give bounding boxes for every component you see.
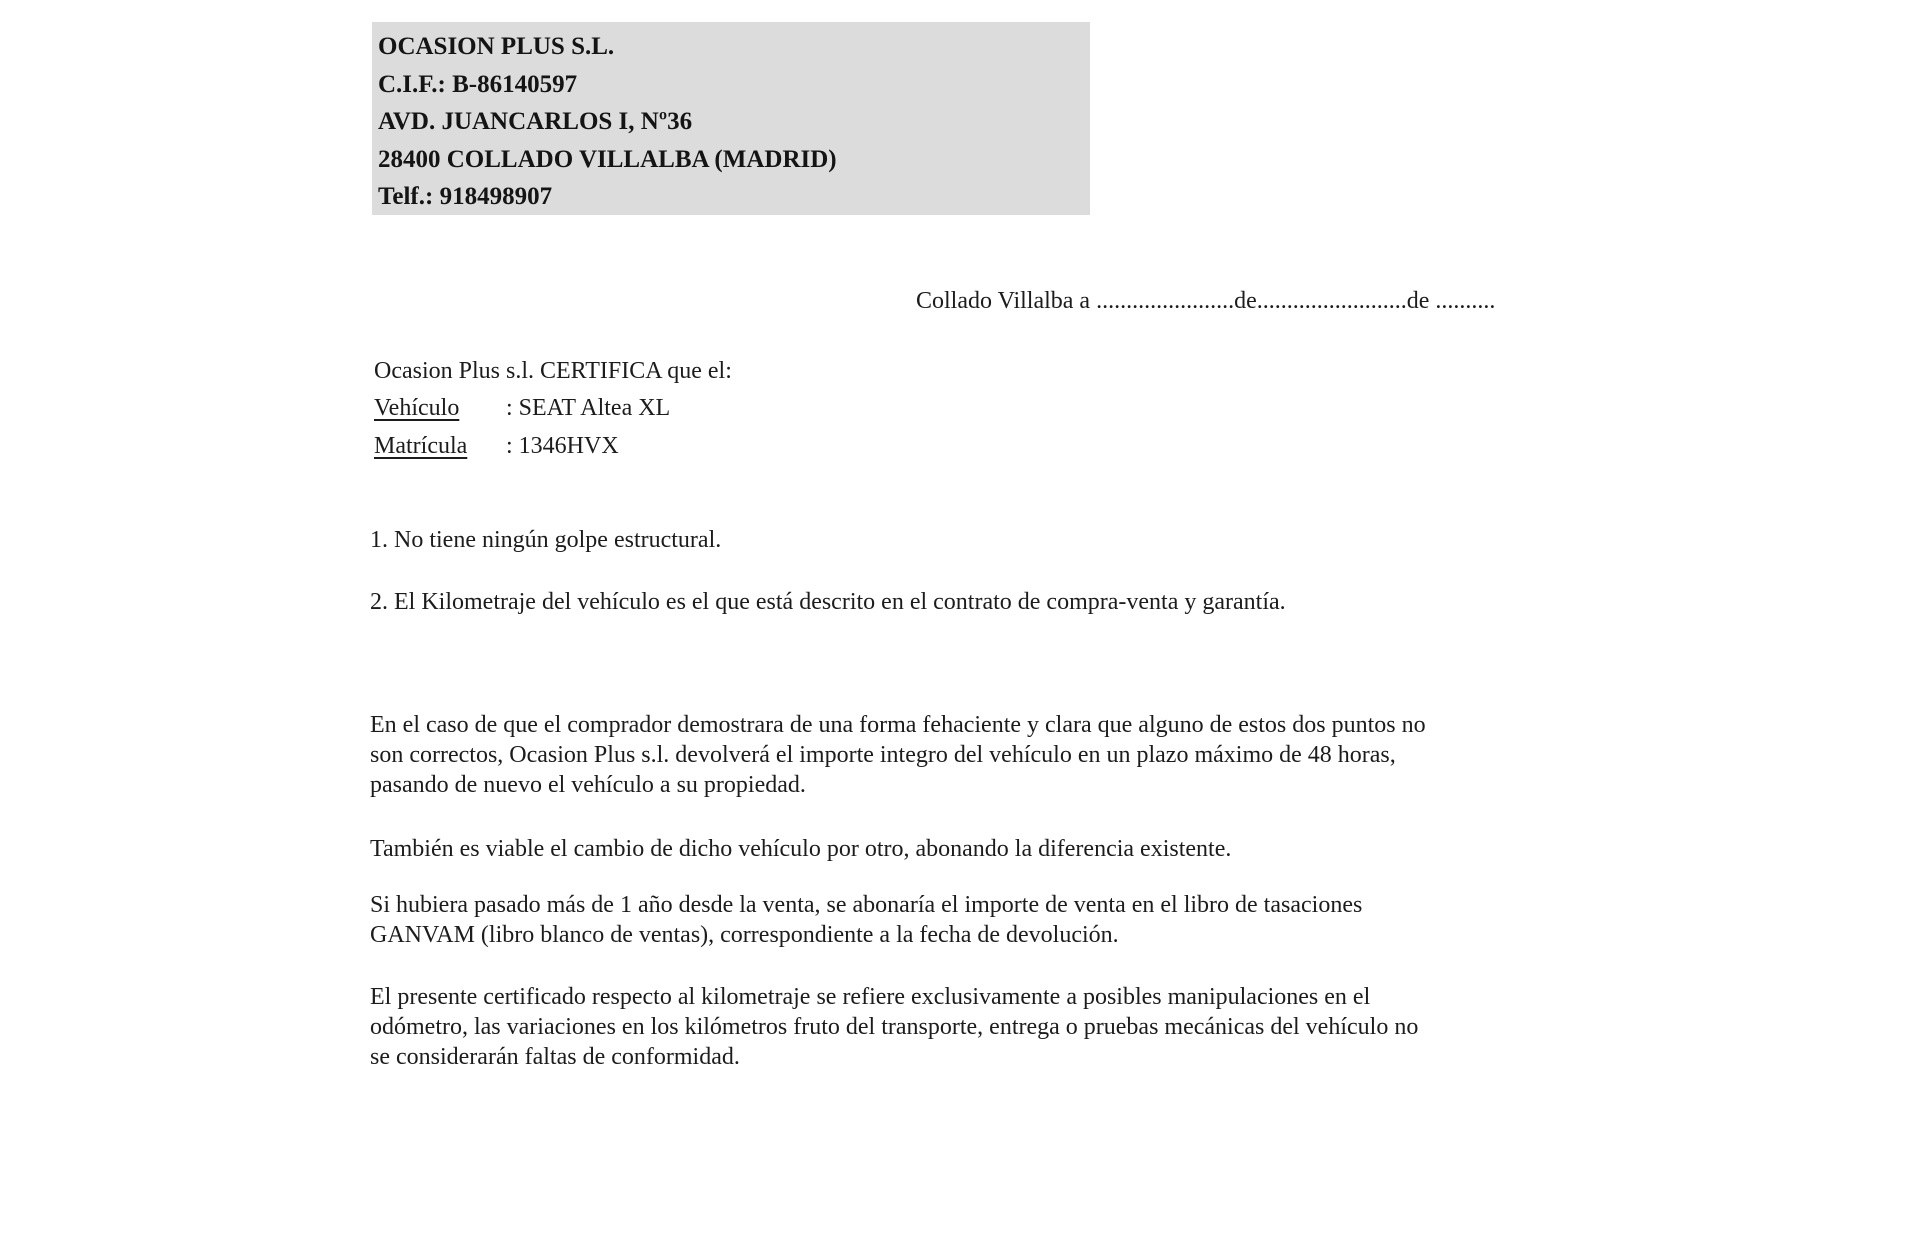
- paragraph-line: se considerarán faltas de conformidad.: [370, 1044, 740, 1070]
- company-cif: C.I.F.: B-86140597: [378, 70, 578, 98]
- certifies-statement: Ocasion Plus s.l. CERTIFICA que el:: [374, 358, 732, 384]
- paragraph-line: son correctos, Ocasion Plus s.l. devolverá el importe integro del vehículo en un plazo máximo de 48 horas,: [370, 742, 1396, 768]
- point-2: 2. El Kilometraje del vehículo es el que está descrito en el contrato de compra-venta y garantía.: [370, 589, 1286, 615]
- plate-label: Matrícula: [374, 433, 468, 459]
- paragraph-line: GANVAM (libro blanco de ventas), correspondiente a la fecha de devolución.: [370, 922, 1119, 948]
- date-line: Collado Villalba a .......................de.........................de ..........: [916, 288, 1496, 314]
- vehicle-value: : SEAT Altea XL: [506, 395, 671, 421]
- vehicle-label: Vehículo: [374, 395, 460, 421]
- paragraph-line: También es viable el cambio de dicho vehículo por otro, abonando la diferencia existente.: [370, 836, 1232, 862]
- paragraph-line: En el caso de que el comprador demostrara de una forma fehaciente y clara que alguno de estos dos puntos no: [370, 712, 1426, 738]
- plate-value: : 1346HVX: [506, 433, 619, 459]
- vehicle-row: [374, 395, 670, 422]
- paragraph-line: Si hubiera pasado más de 1 año desde la venta, se abonaría el importe de venta en el libro de tasaciones: [370, 892, 1363, 918]
- exchange-paragraph: [370, 834, 1231, 864]
- company-phone: Telf.: 918498907: [378, 183, 553, 210]
- company-name: OCASION PLUS S.L.: [378, 33, 615, 60]
- company-city: 28400 COLLADO VILLALBA (MADRID): [378, 145, 837, 173]
- ganvam-paragraph: [370, 890, 1362, 950]
- point-1: 1. No tiene ningún golpe estructural.: [370, 527, 722, 553]
- plate-row: [374, 433, 619, 460]
- refund-paragraph: [370, 710, 1426, 800]
- odometer-paragraph: [370, 982, 1418, 1072]
- paragraph-line: El presente certificado respecto al kilometraje se refiere exclusivamente a posibles manipulaciones en el: [370, 984, 1371, 1010]
- company-address: AVD. JUANCARLOS I, Nº36: [378, 108, 693, 135]
- paragraph-line: pasando de nuevo el vehículo a su propiedad.: [370, 772, 806, 798]
- company-header-box: [372, 22, 1090, 215]
- paragraph-line: odómetro, las variaciones en los kilómetros fruto del transporte, entrega o pruebas mecánicas del vehículo no: [370, 1014, 1419, 1040]
